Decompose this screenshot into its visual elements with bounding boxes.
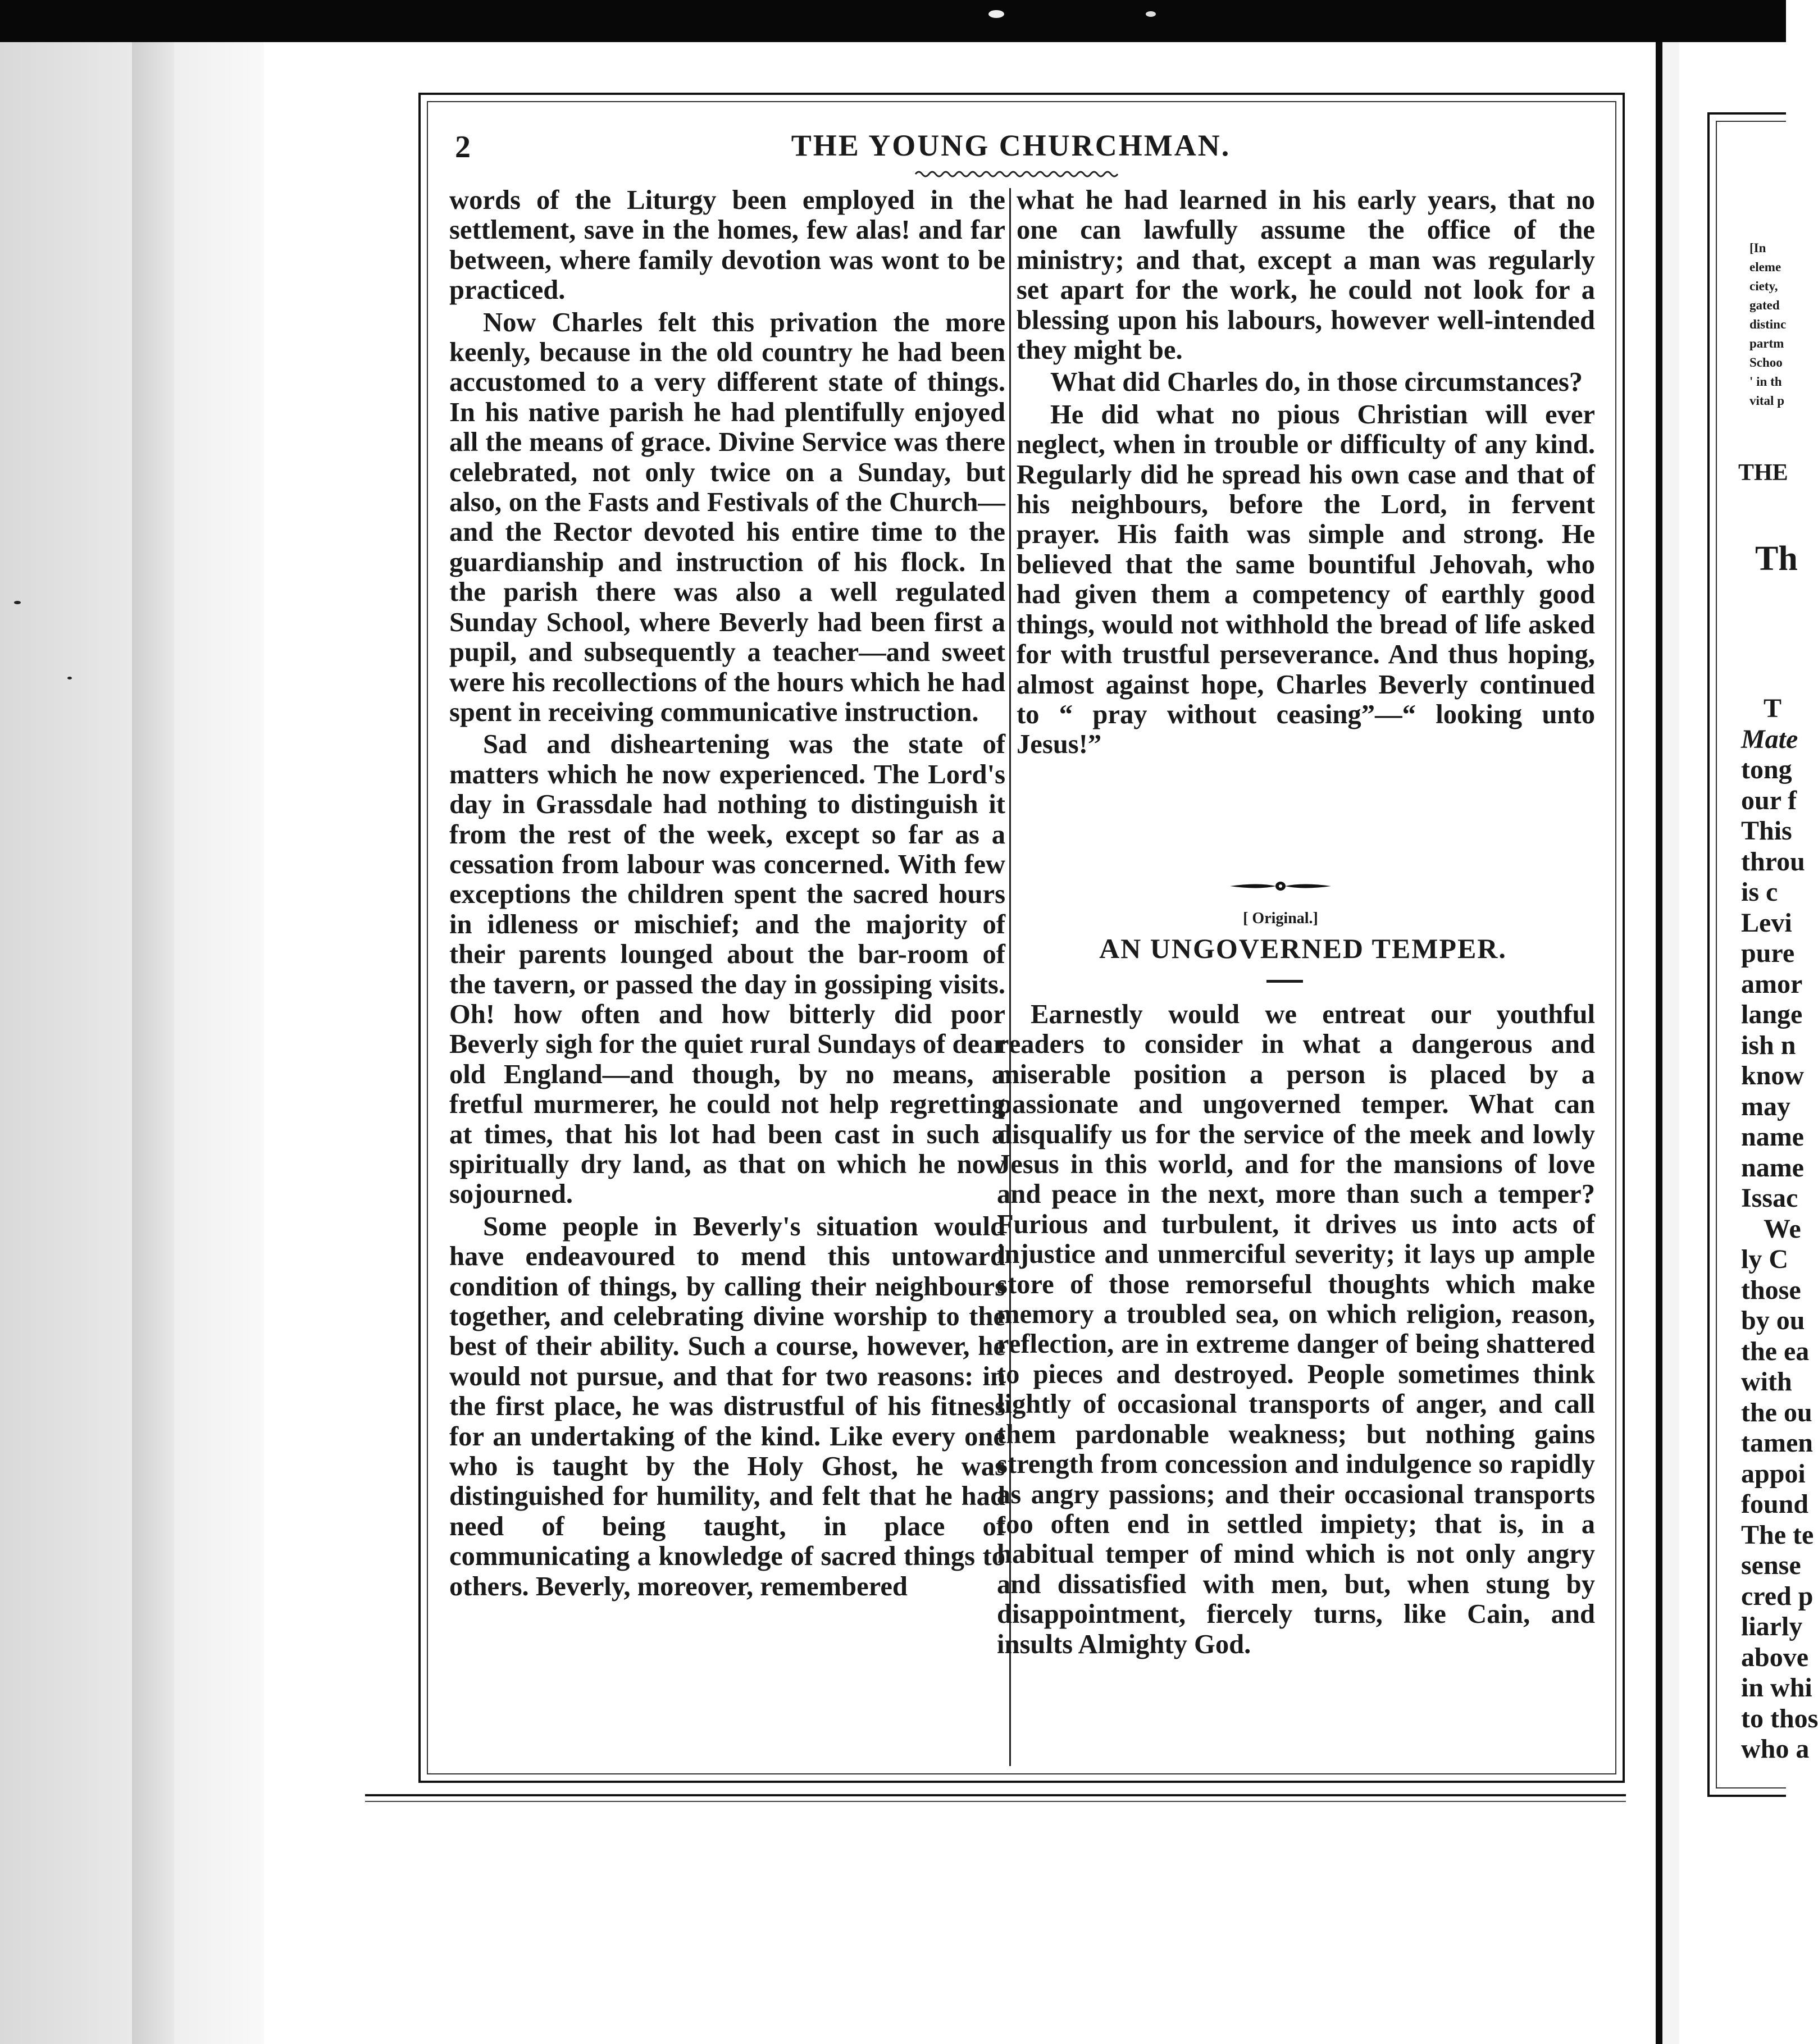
paragraph: Sad and disheartening was the state of matters which he now experienced. The Lord's day in Grassdale had nothing to distinguish it from the rest of the week, except so far as a cessation from labour was concerned. With few exceptions the children spent the sacred hours in idleness or mischief; and the majority of their parents lounged about the bar-room of the tavern, or passed the day in gossiping visits. Oh! how often and how bitterly did poor Beverly sigh for the quiet rural Sundays of dear old England—and though, by no means, a fretful murmerer, he could not help regretting at times, that his lot had been cast in such a spiritually dry land, as that on which he now sojourned. <box>449 729 1005 1210</box>
next-page-text-fragment: those <box>1741 1275 1801 1305</box>
scan-speck <box>67 677 72 679</box>
next-page-text-fragment: gated <box>1749 298 1780 312</box>
scan-speck <box>988 10 1004 18</box>
next-page-text-fragment: We <box>1764 1213 1801 1244</box>
next-page-text-fragment: Schoo <box>1749 355 1783 369</box>
next-page-text-fragment: by ou <box>1741 1306 1805 1335</box>
right-column <box>1017 185 1595 760</box>
next-page-text-fragment: tong <box>1741 755 1792 784</box>
paragraph: Earnestly would we entreat our youthful readers to consider in what a dangerous and miserable position a person is placed by a passionate and ungoverned temper. What can disqualify us for the service of the meek and lowly Jesus in this world, and for the mansions of love and peace in the next, more than such a temper? Furious and turbulent, it drives us into acts of injustice and unmerciful severity; it lays up ample store of those remorseful thoughts which make memory a troubled sea, on which religion, reason, reflection, are in extreme danger of being shattered to pieces and destroyed. People sometimes think lightly of occasional transports of anger, and call them pardonable weakness; but nothing gains strength from concession and indulgence so rapidly as angry passions; and their occasional transports too often end in settled impiety; that is, in a habitual temper of mind which is not only angry and dissatisfied with men, but, when stung by disappointment, fiercely turns, like Cain, and insults Almighty God. <box>997 999 1595 1659</box>
next-page-text-fragment: found <box>1741 1489 1809 1519</box>
next-page-text-fragment: [In <box>1749 241 1766 255</box>
section-ornament <box>1224 879 1337 893</box>
next-page-text-fragment: Mate <box>1741 724 1798 754</box>
next-page-text-fragment: our f <box>1741 785 1797 815</box>
next-page-text-fragment: name <box>1741 1122 1804 1152</box>
paragraph: He did what no pious Christian will ever neglect, when in trouble or difficulty of any kind. Regularly did he spread his own case and that of his neighbours, before the Lord, in fervent prayer. His faith was simple and strong. He believed that the same bountiful Jehovah, who had given them a competency of earthly good things, would not withhold the bread of life asked for with trustful perseverance. And thus hoping, almost against hope, Charles Beverly continued to “ pray without ceasing”—“ looking unto Jesus!” <box>1017 399 1595 760</box>
article-body <box>997 1000 1595 1659</box>
next-page-blackletter-fragment: Th <box>1755 540 1798 578</box>
paragraph: what he had learned in his early years, that no one can lawfully assume the office of the ministry; and that, except a man was regularly set apart for the work, he could not look for a blessing upon his labours, however well-intended they might be. <box>1017 185 1595 366</box>
next-page-text-fragment: ' in th <box>1749 375 1782 389</box>
scan-gutter-gap <box>1662 42 1679 2044</box>
next-page-text-fragment: in whi <box>1741 1673 1812 1703</box>
next-page-text-fragment: name <box>1741 1152 1804 1183</box>
next-page-text-fragment: ly C <box>1741 1244 1788 1274</box>
next-page-heading-fragment: THE <box>1738 460 1788 486</box>
next-page-text-fragment: liarly <box>1741 1612 1803 1641</box>
next-page-text-fragment: throu <box>1741 846 1805 877</box>
next-page-text-fragment: above <box>1741 1642 1808 1672</box>
next-page-text-fragment: eleme <box>1749 260 1781 274</box>
paragraph: words of the Liturgy been employed in the settlement, save in the homes, few alas! and far between, where family devotion was wont to be practiced. <box>449 185 1005 305</box>
next-page-text-fragment: vital p <box>1749 394 1784 408</box>
scan-top-border <box>0 0 1786 42</box>
paragraph: Now Charles felt this privation the more keenly, because in the old country he had been accustomed to a very different state of things. In his native parish he had plentifully enjoyed all the means of grace. Divine Service was there celebrated, not only twice on a Sunday, but also, on the Fasts and Festivals of the Church—and the Rector devoted his entire time to the guardianship and instruction of his flock. In the parish there was also a well regulated Sunday School, where Beverly had been first a pupil, and subsequently a teacher—and sweet were his recollections of the hours which he had spent in receiving communicative instruction. <box>449 307 1005 727</box>
next-page-text-fragment: the ea <box>1741 1336 1810 1366</box>
page-title: THE YOUNG CHURCHMAN. <box>791 129 1231 162</box>
bottom-rule <box>365 1794 1626 1796</box>
next-page-text-fragment: pure <box>1741 938 1795 968</box>
next-page-text-fragment: T <box>1764 694 1782 723</box>
scan-speck <box>14 601 21 604</box>
title-rule <box>1266 980 1303 983</box>
next-page-text-fragment: cred p <box>1741 1581 1814 1611</box>
title-flourish <box>915 168 1118 180</box>
paragraph: Some people in Beverly's situation would have endeavoured to mend this untoward condition of things, by calling their neighbours together, and celebrating divine worship to the best of their ability. Such a course, however, he would not pursue, and that for two reasons: in the first place, he was distrustful of his fitness for an undertaking of the kind. Like every one who is taught by the Holy Ghost, he was distinguished for humility, and felt that he had need of being taught, in place of communicating a knowledge of sacred things to others. Beverly, moreover, remembered <box>449 1211 1005 1602</box>
bottom-rule-thin <box>365 1801 1626 1802</box>
next-page-text-fragment: ish n <box>1741 1030 1796 1060</box>
next-page-text-fragment: is c <box>1741 877 1778 907</box>
article-title: AN UNGOVERNED TEMPER. <box>1099 933 1507 964</box>
page-number: 2 <box>455 130 471 165</box>
next-page-text-fragment: sense <box>1741 1550 1801 1580</box>
next-page-text-fragment: may <box>1741 1091 1790 1121</box>
scan-page-gutter <box>1656 42 1662 2044</box>
next-page-text-fragment: lange <box>1741 1000 1803 1029</box>
next-page-text-fragment: appoi <box>1741 1458 1806 1489</box>
next-page-text-fragment: to thos <box>1741 1703 1818 1733</box>
paragraph: What did Charles do, in those circumstances? <box>1050 367 1583 398</box>
next-page-text-fragment: Levi <box>1741 907 1792 938</box>
next-page-text-fragment: know <box>1741 1061 1805 1091</box>
scan-speck <box>1146 11 1156 17</box>
article-credit: [ Original.] <box>1243 910 1318 927</box>
next-page-text-fragment: partm <box>1749 336 1784 350</box>
next-page-text-fragment: ciety, <box>1749 279 1778 293</box>
next-page-text-fragment: the ou <box>1741 1397 1812 1427</box>
next-page-text-fragment: This <box>1741 816 1792 846</box>
next-page-text-fragment: who a <box>1741 1734 1810 1764</box>
next-page-text-fragment: The te <box>1741 1520 1814 1550</box>
next-page-text-fragment: tamen <box>1741 1428 1813 1458</box>
next-page-text-fragment: Issac <box>1741 1183 1798 1213</box>
next-page-text-fragment: with <box>1741 1367 1792 1397</box>
next-page-text-fragment: distinc <box>1749 317 1787 331</box>
left-column <box>449 185 1005 1602</box>
next-page-text-fragment: amor <box>1741 969 1803 999</box>
scan-binding-strip <box>132 42 174 2044</box>
